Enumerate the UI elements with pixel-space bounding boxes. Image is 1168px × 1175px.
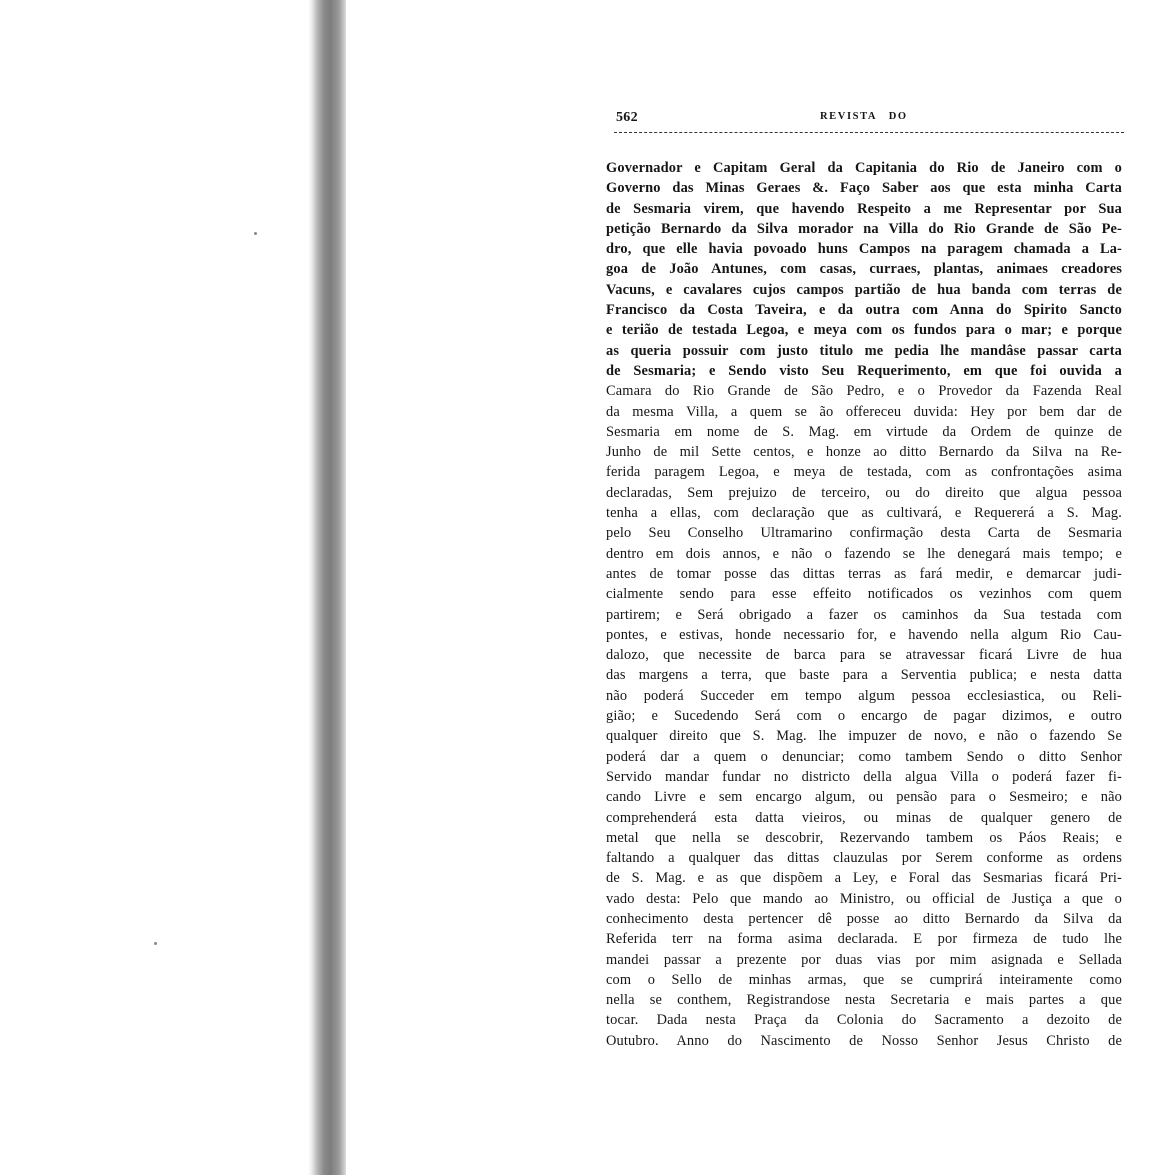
- book-page: [606, 108, 1124, 1049]
- text-line: declaradas, Sem prejuizo de terceiro, ou do direito que algua pessoa: [606, 484, 1122, 501]
- text-line: Sesmaria em nome de S. Mag. em virtude da Ordem de quinze de: [606, 423, 1122, 440]
- text-line: Francisco da Costa Taveira, e da outra com Anna do Spirito Sancto: [606, 302, 1122, 319]
- text-line: Servido mandar fundar no districto della algua Villa o poderá fazer fi-: [606, 768, 1122, 785]
- text-line: dro, que elle havia povoado huns Campos na paragem chamada a La-: [606, 241, 1122, 258]
- text-line: das margens a terra, que baste para a Serventia publica; e nesta datta: [606, 667, 1122, 684]
- text-line: metal que nella se descobrir, Rezervando tambem os Páos Reais; e: [606, 829, 1122, 846]
- text-line: dalozo, que necessite de barca para se atravessar ficará Livre de hua: [606, 647, 1122, 664]
- text-line: Referida terr na forma asima declarada. E por firmeza de tudo lhe: [606, 931, 1122, 948]
- text-line: qualquer direito que S. Mag. lhe impuzer de novo, e não o fazendo Se: [606, 728, 1122, 745]
- text-line: Governador e Capitam Geral da Capitania do Rio de Janeiro com o: [606, 160, 1122, 176]
- text-line: Vacuns, e cavalares cujos campos partião de hua banda com terras de: [606, 281, 1122, 298]
- text-line: dentro em dois annos, e não o fazendo se lhe denegará mais tempo; e: [606, 545, 1122, 562]
- text-line: e terião de testada Legoa, e meya com os fundos para o mar; e porque: [606, 322, 1122, 339]
- text-line: pelo Seu Conselho Ultramarino confirmação desta Carta de Sesmaria: [606, 525, 1122, 542]
- text-line: Governo das Minas Geraes &. Faço Saber aos que esta minha Carta: [606, 180, 1122, 197]
- text-line: Camara do Rio Grande de São Pedro, e o Provedor da Fazenda Real: [606, 383, 1122, 400]
- text-line: partirem; e Será obrigado a fazer os caminhos da Sua testada com: [606, 606, 1122, 623]
- text-line: tenha a ellas, com declaração que as cultivará, e Requererá a S. Mag.: [606, 505, 1122, 522]
- text-line: ferida paragem Legoa, e meya de testada, com as confrontações asima: [606, 464, 1122, 481]
- text-line: cando Livre e sem encargo algum, ou pensão para o Sesmeiro; e não: [606, 789, 1122, 806]
- header-rule: [614, 132, 1124, 133]
- scan-speck: [254, 232, 257, 235]
- text-line: nella se conthem, Registrandose nesta Secretaria e mais partes a que: [606, 992, 1122, 1009]
- text-line: de Sesmaria virem, que havendo Respeito a me Representar por Sua: [606, 200, 1122, 217]
- text-line: não poderá Succeder em tempo algum pessoa ecclesiastica, ou Reli-: [606, 687, 1122, 704]
- text-line: cialmente sendo para esse effeito notificados os vezinhos com quem: [606, 586, 1122, 603]
- text-line: vado desta: Pelo que mando ao Ministro, ou official de Justiça a que o: [606, 890, 1122, 907]
- text-line: de Sesmaria; e Sendo visto Seu Requerimento, em que foi ouvida a: [606, 362, 1122, 379]
- book-binding-gutter: [312, 0, 346, 1175]
- text-line: antes de tomar posse das dittas terras as fará medir, e demarcar judi-: [606, 565, 1122, 582]
- text-line: gião; e Sucedendo Será com o encargo de pagar dizimos, e outro: [606, 708, 1122, 725]
- header-title: REVISTA DO: [820, 111, 908, 122]
- text-line: de S. Mag. e as que dispõem a Ley, e Foral das Sesmarias ficará Pri-: [606, 870, 1122, 887]
- text-line: da mesma Villa, a quem se ão offereceu duvida: Hey por bem dar de: [606, 403, 1122, 420]
- text-line: goa de João Antunes, com casas, curraes, plantas, animaes creadores: [606, 261, 1122, 278]
- text-line: mandei passar a prezente por duas vias por mim asignada e Sellada: [606, 951, 1122, 968]
- running-header: [606, 108, 1124, 130]
- text-line: as queria possuir com justo titulo me pedia lhe mandâse passar carta: [606, 342, 1122, 359]
- text-line: Outubro. Anno do Nascimento de Nosso Senhor Jesus Christo de: [606, 1032, 1122, 1049]
- text-line: comprehenderá esta datta vieiros, ou minas de qualquer genero de: [606, 809, 1122, 826]
- text-line: com o Sello de minhas armas, que se cumprirá inteiramente como: [606, 971, 1122, 988]
- scan-speck: [154, 942, 157, 945]
- text-line: pontes, e estivas, honde necessario for, e havendo nella algum Rio Cau-: [606, 626, 1122, 643]
- body-text: [606, 158, 1122, 1051]
- page-number: 562: [616, 110, 638, 125]
- text-line: petição Bernardo da Silva morador na Villa do Rio Grande de São Pe-: [606, 220, 1122, 237]
- text-line: conhecimento desta pertencer dê posse ao ditto Bernardo da Silva da: [606, 910, 1122, 927]
- text-line: tocar. Dada nesta Praça da Colonia do Sacramento a dezoito de: [606, 1012, 1122, 1029]
- text-line: faltando a qualquer das dittas clauzulas por Serem conforme as ordens: [606, 850, 1122, 867]
- text-line: poderá dar a quem o denunciar; como tambem Sendo o ditto Senhor: [606, 748, 1122, 765]
- text-line: Junho de mil Sette centos, e honze ao ditto Bernardo da Silva na Re-: [606, 444, 1122, 461]
